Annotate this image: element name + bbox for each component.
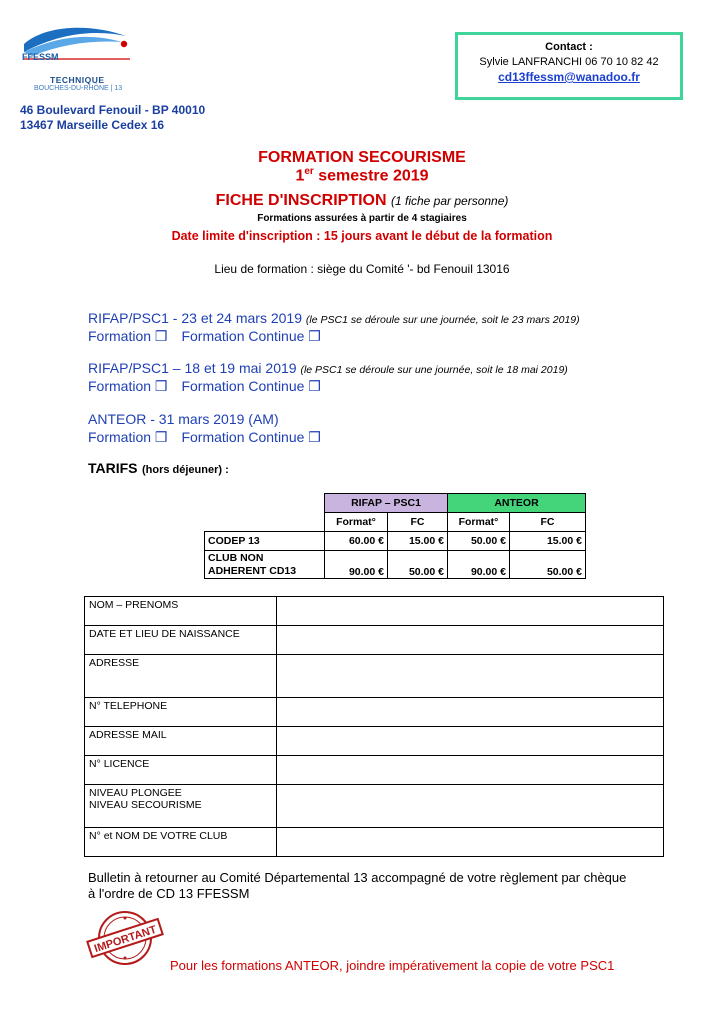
min-stagiaires: Formations assurées à partir de 4 stagiaires: [257, 213, 467, 224]
tarifs-title: TARIFS: [88, 460, 138, 476]
subheader-format: Format°: [448, 513, 510, 532]
row-label: CODEP 13: [205, 532, 325, 551]
table-row: [205, 532, 586, 551]
registration-form-table: [84, 596, 664, 857]
logo-text: FFESSM: [22, 52, 59, 62]
field-label-licence: N° LICENCE: [85, 756, 277, 785]
contact-name-phone: Sylvie LANFRANCHI 06 70 10 82 42: [479, 56, 659, 68]
course-title: RIFAP/PSC1 – 18 et 19 mai 2019: [88, 360, 297, 376]
price-cell: 90.00 €: [325, 551, 388, 579]
contact-email-link[interactable]: cd13ffessm@wanadoo.fr: [498, 70, 640, 84]
form-row: [85, 756, 664, 785]
field-label-adresse: ADRESSE: [85, 655, 277, 698]
price-cell: 50.00 €: [388, 551, 448, 579]
course-2-formation-continue-checkbox[interactable]: Formation Continue ❒: [181, 378, 321, 394]
field-input-nom-prenoms[interactable]: [277, 597, 664, 626]
semester-number: 1: [295, 167, 305, 185]
fiche-note: (1 fiche par personne): [390, 194, 509, 208]
field-label-niveaux: [85, 785, 277, 828]
important-stamp: [86, 906, 164, 970]
course-3-formation-continue-checkbox[interactable]: Formation Continue ❒: [181, 429, 321, 445]
field-input-adresse-mail[interactable]: [277, 727, 664, 756]
subheader-fc: FC: [510, 513, 586, 532]
table-cell-empty: [205, 513, 325, 532]
field-label-club: N° et NOM DE VOTRE CLUB: [85, 828, 277, 857]
course-2-formation-checkbox[interactable]: Formation ❒: [88, 378, 168, 394]
field-input-adresse[interactable]: [277, 655, 664, 698]
stamp-text: IMPORTANT: [92, 923, 159, 956]
semester-sup: er: [304, 166, 314, 177]
price-cell: 50.00 €: [510, 551, 586, 579]
field-input-telephone[interactable]: [277, 698, 664, 727]
price-cell: 60.00 €: [325, 532, 388, 551]
course-3-formation-checkbox[interactable]: Formation ❒: [88, 429, 168, 445]
tarifs-heading: [88, 460, 229, 478]
price-cell: 15.00 €: [510, 532, 586, 551]
course-1-title: [88, 310, 580, 326]
bulletin-line-1: Bulletin à retourner au Comité Départemental 13 accompagné de votre règlement par chèque: [88, 870, 627, 885]
course-note: (le PSC1 se déroule sur une journée, soit le 23 mars 2019): [305, 314, 580, 326]
field-label-niveau-secourisme: NIVEAU SECOURISME: [89, 799, 202, 811]
contact-box: [455, 32, 683, 100]
field-label-date-lieu-naissance: DATE ET LIEU DE NAISSANCE: [85, 626, 277, 655]
important-stamp-icon: [86, 906, 164, 970]
field-input-niveaux[interactable]: [277, 785, 664, 828]
field-label-telephone: N° TELEPHONE: [85, 698, 277, 727]
course-title: RIFAP/PSC1 - 23 et 24 mars 2019: [88, 310, 302, 326]
logo-region: BOUCHES-DU-RHÔNE | 13: [34, 85, 123, 92]
semester-text: semestre 2019: [313, 167, 429, 185]
table-row: [205, 551, 586, 579]
header-anteor: ANTEOR: [448, 494, 586, 513]
price-cell: 50.00 €: [448, 532, 510, 551]
row-label: [205, 551, 325, 579]
field-label-adresse-mail: ADRESSE MAIL: [85, 727, 277, 756]
form-row: [85, 597, 664, 626]
course-1-options: [88, 328, 321, 345]
course-note: (le PSC1 se déroule sur une journée, soit le 18 mai 2019): [300, 364, 568, 376]
table-cell-empty: [205, 494, 325, 513]
row-label-line-2: ADHERENT CD13: [208, 565, 297, 577]
course-title: ANTEOR - 31 mars 2019 (AM): [88, 411, 279, 427]
fiche-title: FICHE D'INSCRIPTION: [215, 192, 387, 209]
title-semester: [0, 166, 724, 185]
lieu-formation: Lieu de formation : siège du Comité '- bd Fenouil 13016: [214, 262, 510, 276]
title-fiche: [0, 192, 724, 210]
form-row: [85, 727, 664, 756]
price-cell: 90.00 €: [448, 551, 510, 579]
address-line-1: 46 Boulevard Fenouil - BP 40010: [20, 103, 206, 117]
form-row: [85, 698, 664, 727]
course-2-options: [88, 378, 321, 395]
course-3-title: [88, 411, 279, 427]
course-3-options: [88, 429, 321, 446]
anteor-note: Pour les formations ANTEOR, joindre impérativement la copie de votre PSC1: [170, 958, 615, 973]
form-row: [85, 785, 664, 828]
course-1-formation-checkbox[interactable]: Formation ❒: [88, 328, 168, 344]
address-line-2: 13467 Marseille Cedex 16: [20, 118, 165, 132]
tarifs-note: (hors déjeuner) :: [141, 464, 229, 476]
field-label-niveau-plongee: NIVEAU PLONGEE: [89, 787, 182, 799]
form-row: [85, 655, 664, 698]
course-1-formation-continue-checkbox[interactable]: Formation Continue ❒: [181, 328, 321, 344]
field-input-club[interactable]: [277, 828, 664, 857]
ffessm-logo: [22, 22, 132, 104]
deadline: Date limite d'inscription : 15 jours avant le début de la formation: [171, 229, 553, 243]
field-input-date-lieu-naissance[interactable]: [277, 626, 664, 655]
field-label-nom-prenoms: NOM – PRENOMS: [85, 597, 277, 626]
row-label-line-1: CLUB NON: [208, 552, 264, 564]
title-formation: FORMATION SECOURISME: [258, 149, 466, 166]
contact-title: Contact :: [545, 41, 593, 53]
form-row: [85, 828, 664, 857]
price-cell: 15.00 €: [388, 532, 448, 551]
field-input-licence[interactable]: [277, 756, 664, 785]
course-2-title: [88, 360, 568, 376]
subheader-format: Format°: [325, 513, 388, 532]
header-rifap-psc1: RIFAP – PSC1: [325, 494, 448, 513]
subheader-fc: FC: [388, 513, 448, 532]
logo-subtitle: TECHNIQUE: [50, 75, 105, 85]
form-row: [85, 626, 664, 655]
tarifs-table: [204, 493, 586, 579]
bulletin-line-2: à l'ordre de CD 13 FFESSM: [88, 886, 250, 901]
